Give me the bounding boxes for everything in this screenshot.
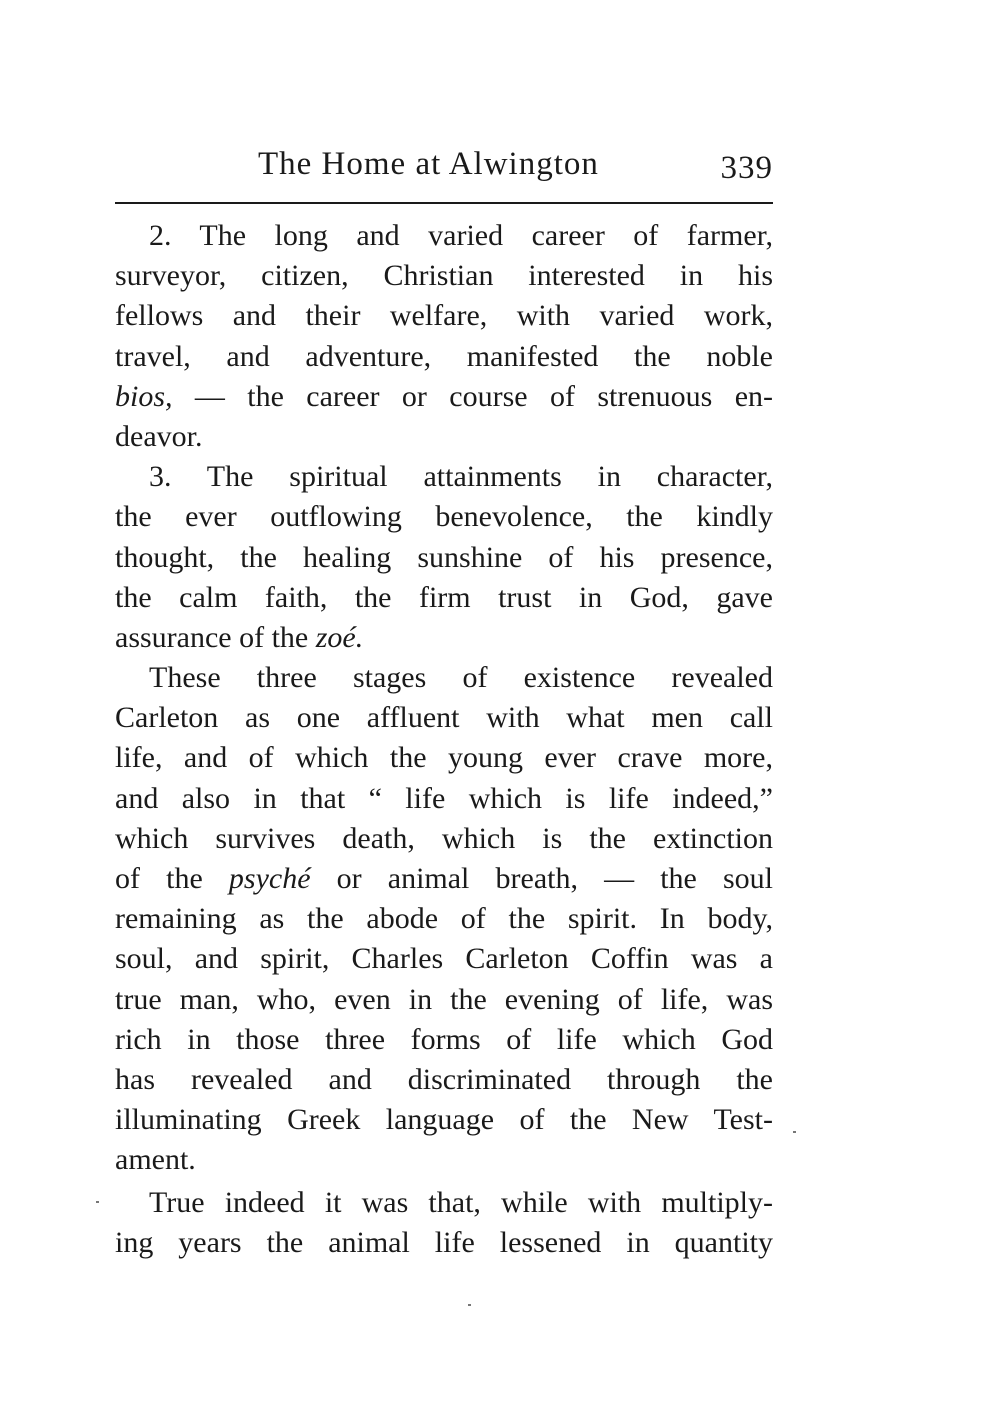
text-line: These three stages of existence revealed xyxy=(149,661,773,695)
page-number: 339 xyxy=(720,150,773,186)
text-line: soul, and spirit, Charles Carleton Coffin was a xyxy=(115,942,773,976)
paragraph-item-2 xyxy=(115,216,773,457)
body-text xyxy=(115,216,773,1263)
text-line: has revealed and discriminated through the xyxy=(115,1062,773,1096)
italic-term: psyché xyxy=(228,862,311,895)
text-line: remaining as the abode of the spirit. In body, xyxy=(115,902,773,936)
text-line: ing years the animal life lessened in quantity xyxy=(115,1225,773,1259)
scan-speck xyxy=(468,1304,471,1306)
text-line: which survives death, which is the extinction xyxy=(115,821,773,855)
text-line: surveyor, citizen, Christian interested in his xyxy=(115,259,773,293)
text-line: life, and of which the young ever crave more, xyxy=(115,741,773,775)
running-title: The Home at Alwington xyxy=(258,146,599,182)
text-line: ament. xyxy=(115,1143,196,1177)
paragraph-true-indeed xyxy=(115,1183,773,1263)
scan-speck xyxy=(96,1201,99,1203)
running-head xyxy=(115,146,773,196)
text-line: of the psyché or animal breath, — the soul xyxy=(115,862,773,895)
italic-term: bios, xyxy=(115,379,173,413)
scan-speck xyxy=(793,1131,796,1133)
text-line: bios, — the career or course of strenuous en- xyxy=(115,379,773,413)
text-line: 3. The spiritual attainments in character, xyxy=(149,460,773,494)
text-line: fellows and their welfare, with varied work, xyxy=(115,299,773,333)
text-line: true man, who, even in the evening of life, was xyxy=(115,982,773,1016)
paragraph-item-3 xyxy=(115,457,773,658)
italic-term: zoé. xyxy=(315,620,364,654)
text-line: assurance of the zoé. xyxy=(115,620,364,654)
text-line: illuminating Greek language of the New Test- xyxy=(115,1103,773,1137)
text-line: the calm faith, the firm trust in God, gave xyxy=(115,580,773,614)
text-line: Carleton as one affluent with what men call xyxy=(115,701,773,735)
text-line: and also in that “ life which is life indeed,” xyxy=(115,781,773,815)
text-line: thought, the healing sunshine of his presence, xyxy=(115,540,773,574)
header-rule xyxy=(115,202,773,204)
text-line: travel, and adventure, manifested the noble xyxy=(115,339,773,373)
text-line: deavor. xyxy=(115,419,203,453)
text-line: 2. The long and varied career of farmer, xyxy=(149,219,773,252)
text-line: True indeed it was that, while with multiply- xyxy=(149,1185,773,1219)
paragraph-three-stages xyxy=(115,658,773,1180)
text-line: rich in those three forms of life which God xyxy=(115,1022,773,1056)
text-line: the ever outflowing benevolence, the kindly xyxy=(115,500,773,534)
